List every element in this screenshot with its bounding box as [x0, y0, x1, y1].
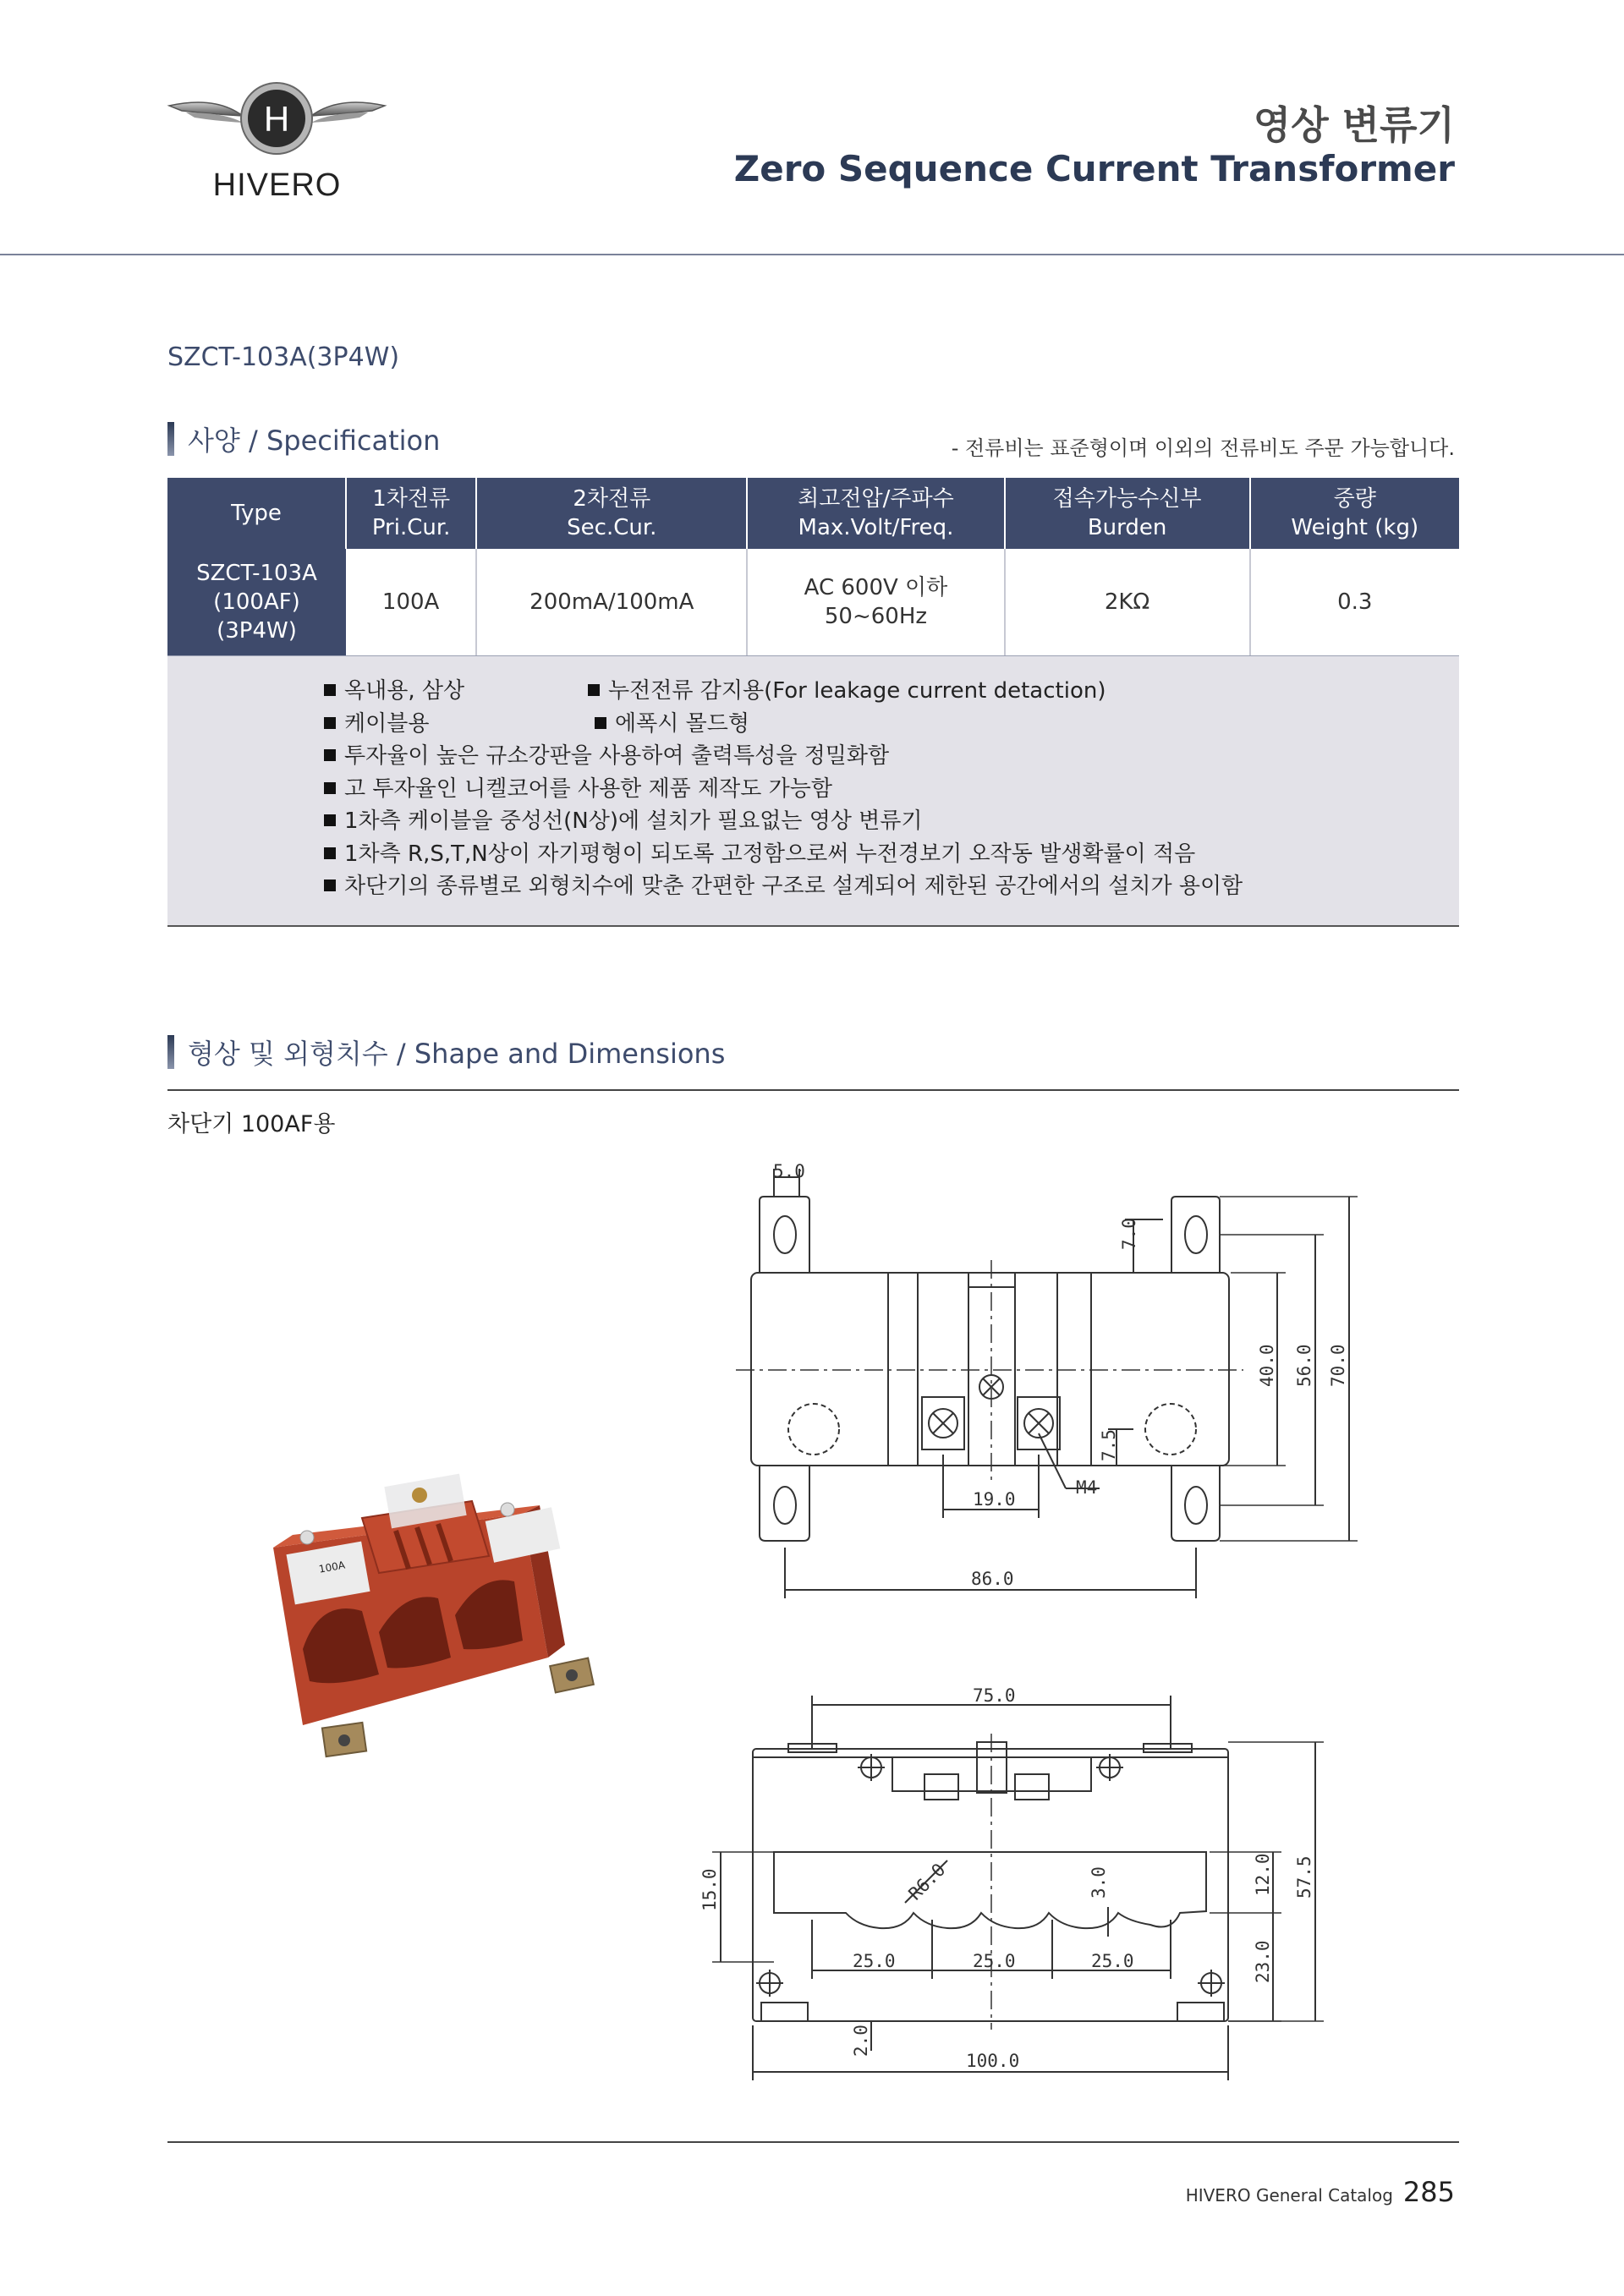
feature-item: 1차측 케이블을 중성선(N상)에 설치가 필요없는 영상 변류기 — [344, 808, 923, 834]
bullet-square-icon — [324, 749, 336, 761]
photo-label-rating: 100A — [317, 1559, 346, 1575]
dimensions-section-heading — [167, 1033, 725, 1071]
feature-row — [324, 773, 1243, 806]
page-title-english: Zero Sequence Current Transformer — [733, 148, 1455, 189]
logo-text: HIVERO — [212, 167, 342, 203]
top-view-labels — [773, 1161, 1348, 1589]
dim-2: 2.0 — [851, 2025, 871, 2057]
bullet-square-icon — [588, 684, 600, 696]
cell-weight: 0.3 — [1250, 549, 1459, 656]
dimensions-section-title: 형상 및 외형치수 / Shape and Dimensions — [188, 1038, 726, 1070]
section-divider — [167, 1089, 1459, 1091]
section-bar — [167, 1035, 174, 1069]
feature-item: 케이블용 — [344, 710, 430, 737]
footer-divider — [167, 2141, 1459, 2143]
section-bar — [167, 422, 174, 456]
feature-row — [324, 708, 1243, 741]
catalog-name: HIVERO General Catalog — [1185, 2185, 1393, 2206]
feature-item: 1차측 R,S,T,N상이 자기평형이 되도록 고정함으로써 누전경보기 오작동 발생확률이 적음 — [344, 841, 1196, 867]
front-view — [712, 1696, 1324, 2080]
feature-item: 차단기의 종류별로 외형치수에 맞춘 간편한 구조로 설계되어 제한된 공간에서의 설치가 용이함 — [344, 874, 1243, 899]
footer — [1186, 2176, 1455, 2208]
logo-letter: H — [263, 99, 290, 139]
dim-19: 19.0 — [973, 1489, 1016, 1510]
dim-70: 70.0 — [1328, 1344, 1348, 1387]
feature-item: 누전전류 감지용(For leakage current detaction) — [608, 678, 1106, 704]
dim-m4: M4 — [1076, 1477, 1098, 1498]
dim-7: 7.0 — [1119, 1218, 1139, 1250]
header-type: Type — [167, 478, 346, 549]
spec-table — [167, 478, 1459, 657]
dim-r6: R6.0 — [904, 1859, 950, 1904]
spec-section-heading — [167, 419, 440, 458]
cell-max-voltage: AC 600V 이하 50~60Hz — [747, 549, 1004, 656]
dim-7-5: 7.5 — [1099, 1429, 1119, 1461]
feature-row — [324, 870, 1243, 903]
dim-25-c: 25.0 — [1091, 1951, 1134, 1971]
bullet-square-icon — [324, 847, 336, 859]
dim-25-b: 25.0 — [973, 1951, 1016, 1971]
dim-100: 100.0 — [966, 2051, 1020, 2071]
header-secondary-current: 2차전류 Sec.Cur. — [476, 478, 747, 549]
page-number: 285 — [1402, 2176, 1455, 2208]
bullet-square-icon — [324, 879, 336, 891]
cell-secondary-current: 200mA/100mA — [476, 549, 747, 656]
current-ratio-note: - 전류비는 표준형이며 이외의 전류비도 주문 가능합니다. — [951, 436, 1455, 460]
model-number: SZCT-103A(3P4W) — [167, 342, 400, 372]
dim-15: 15.0 — [700, 1868, 720, 1911]
bullet-square-icon — [324, 717, 336, 729]
dim-56: 56.0 — [1294, 1344, 1314, 1387]
feature-list — [324, 675, 1243, 903]
header-primary-current: 1차전류 Pri.Cur. — [346, 478, 476, 549]
features-box — [167, 656, 1459, 927]
product-photo — [269, 1471, 624, 1784]
dim-86: 86.0 — [971, 1569, 1014, 1589]
dim-5: 5.0 — [773, 1161, 805, 1181]
dim-25-a: 25.0 — [853, 1951, 896, 1971]
feature-item: 고 투자율인 니켈코어를 사용한 제품 제작도 가능함 — [344, 775, 833, 802]
header-burden: 접속가능수신부 Burden — [1005, 478, 1250, 549]
bullet-square-icon — [324, 782, 336, 794]
bullet-square-icon — [324, 814, 336, 826]
dim-12: 12.0 — [1253, 1853, 1273, 1896]
breaker-subtitle: 차단기 100AF용 — [167, 1111, 336, 1137]
cell-primary-current: 100A — [346, 549, 476, 656]
bullet-square-icon — [595, 717, 606, 729]
header-weight: 중량 Weight (kg) — [1250, 478, 1459, 549]
spec-header-row — [167, 478, 1459, 549]
feature-row — [324, 838, 1243, 871]
dim-75: 75.0 — [973, 1685, 1016, 1706]
header-divider — [0, 254, 1624, 255]
spec-section-title: 사양 / Specification — [188, 425, 441, 457]
feature-row — [324, 675, 1243, 708]
feature-row — [324, 740, 1243, 773]
feature-item: 투자율이 높은 규소강판을 사용하여 출력특성을 정밀화함 — [344, 743, 890, 769]
spec-data-row — [167, 549, 1459, 656]
cell-burden: 2KΩ — [1005, 549, 1250, 656]
dim-3: 3.0 — [1089, 1866, 1109, 1899]
page-title-korean: 영상 변류기 — [1253, 102, 1455, 148]
feature-item: 에폭시 몰드형 — [615, 710, 749, 737]
dimension-drawing — [677, 1150, 1387, 2089]
dim-23: 23.0 — [1253, 1940, 1273, 1983]
feature-item: 옥내용, 삼상 — [344, 678, 465, 704]
dim-40: 40.0 — [1257, 1344, 1277, 1387]
dim-57-5: 57.5 — [1294, 1855, 1314, 1899]
cell-type: SZCT-103A (100AF) (3P4W) — [167, 549, 346, 656]
header-max-voltage: 최고전압/주파수 Max.Volt/Freq. — [747, 478, 1004, 549]
feature-row — [324, 805, 1243, 838]
bullet-square-icon — [324, 684, 336, 696]
